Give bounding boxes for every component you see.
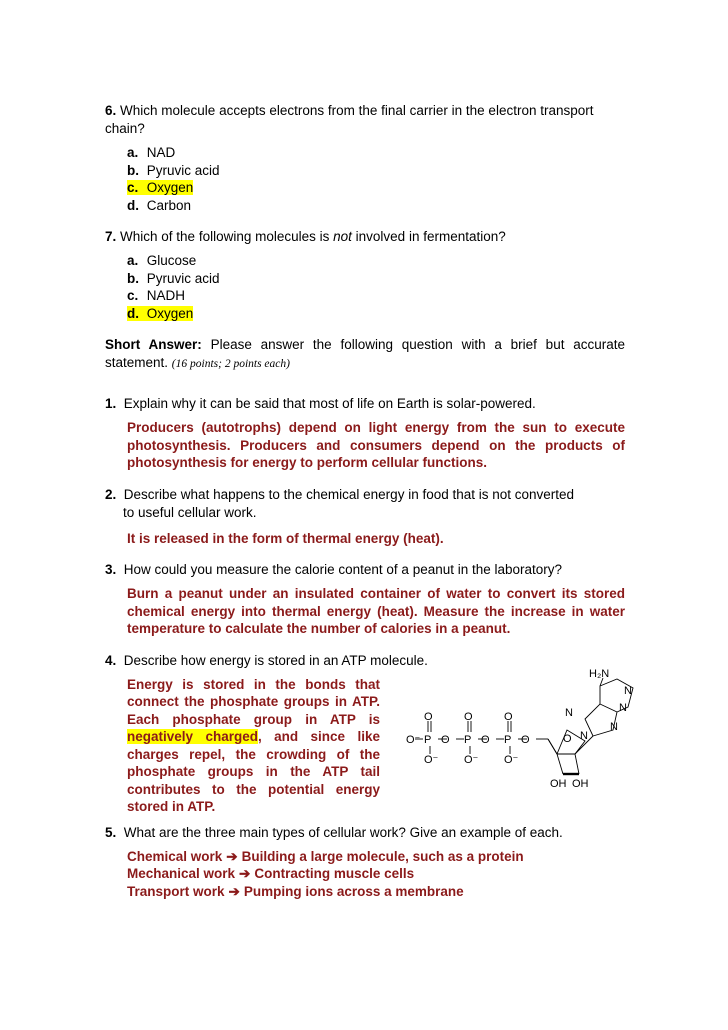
question-6-options [127, 144, 625, 214]
question-7-options [127, 252, 625, 322]
question-7-text: 7. Which of the following molecules is not involved in fermentation? [105, 229, 506, 244]
option: a. Glucose [127, 253, 197, 268]
short-answer-2 [105, 486, 625, 548]
o-label: O [424, 710, 433, 723]
arrow-icon: ➔ [228, 883, 240, 899]
short-answer-header: Short Answer: Please answer the following question with a brief but accurate statement. (16 points; 2 points each) [105, 337, 626, 370]
n-label: N [624, 684, 632, 697]
o-label: O [464, 710, 473, 723]
sa2-question: 2. Describe what happens to the chemical energy in food that is not converted to useful cellular work. [105, 486, 575, 520]
p-label: P [464, 733, 472, 746]
atp-section [105, 667, 632, 814]
option-correct: d. Oxygen [127, 305, 194, 321]
question-6-text: 6. Which molecule accepts electrons from the final carrier in the electron transport chain? [105, 103, 594, 136]
work-item: Chemical work ➔ Building a large molecule, such as a protein [127, 848, 524, 864]
sa3-question: 3. How could you measure the calorie content of a peanut in the laboratory? [105, 562, 563, 577]
option: b. Pyruvic acid [127, 270, 220, 286]
oh-label: OH [550, 777, 567, 790]
question-6 [105, 102, 625, 214]
sa4-answer: Energy is stored in the bonds that connect the phosphate groups in ATP. Each phosphate group in ATP is negatively charged, and since like charges repel, the crowding of the phosphate groups in the ATP tail contributes to the potential energy stored in ATP. [127, 676, 380, 814]
n-label: N [565, 706, 573, 719]
n-label: N [580, 729, 588, 742]
sa4-question: 4. Describe how energy is stored in an ATP molecule. [105, 652, 428, 668]
arrow-icon: ➔ [226, 848, 238, 864]
atp-molecule-figure [395, 664, 630, 796]
o-minus-label: O⁻ [406, 733, 421, 746]
work-item: Transport work ➔ Pumping ions across a membrane [127, 883, 464, 899]
o-label: O [521, 733, 530, 746]
o-label: O [563, 732, 572, 745]
sa1-question: 1. Explain why it can be said that most of life on Earth is solar-powered. [105, 396, 536, 411]
o-minus-label: O⁻ [464, 753, 479, 766]
option: c. NADH [127, 288, 186, 303]
short-answer-4 [105, 652, 632, 814]
sa5-answer [127, 848, 625, 901]
o-minus-label: O⁻ [504, 753, 519, 766]
n-label: N [610, 720, 618, 733]
question-7 [105, 228, 625, 322]
oh-label: OH [572, 777, 589, 790]
o-label: O [481, 733, 490, 746]
work-item: Mechanical work ➔ Contracting muscle cells [127, 866, 415, 881]
option: d. Carbon [127, 197, 192, 213]
short-answer-1 [105, 395, 625, 472]
document-page [105, 102, 632, 914]
arrow-icon: ➔ [239, 866, 251, 881]
n-label: N [619, 701, 627, 714]
option: a. NAD [127, 145, 176, 160]
o-label: O [441, 733, 450, 746]
sa3-answer: Burn a peanut under an insulated container of water to convert its stored chemical energy into thermal energy (heat). Measure the increase in water temperature to calculate the number of calories in a peanut. [127, 586, 625, 636]
o-label: O [504, 710, 513, 723]
p-label: P [504, 733, 512, 746]
option-correct: c. Oxygen [127, 180, 194, 195]
o-minus-label: O⁻ [424, 753, 439, 766]
sa5-question: 5. What are the three main types of cellular work? Give an example of each. [105, 824, 563, 840]
short-answer-5 [105, 824, 625, 901]
sa1-answer: Producers (autotrophs) depend on light energy from the sun to execute photosynthesis. Producers and consumers depend on the products of photosynthesis for energy to perform cellular functions. [127, 420, 625, 470]
p-label: P [424, 733, 432, 746]
amine-label: H₂N [589, 667, 610, 680]
option: b. Pyruvic acid [127, 162, 220, 178]
sa2-answer: It is released in the form of thermal energy (heat). [127, 530, 444, 546]
short-answer-3 [105, 561, 625, 638]
